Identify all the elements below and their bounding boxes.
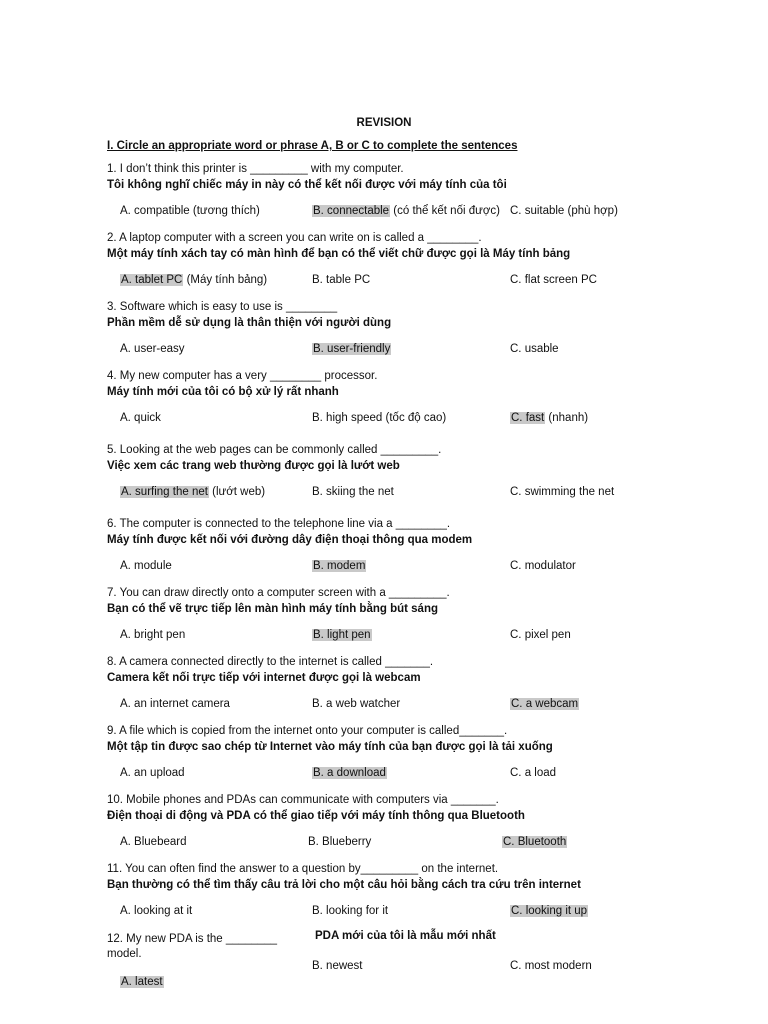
question-11-option-b: [312, 904, 388, 919]
question-8-option-b: [312, 697, 400, 712]
question-9: [107, 724, 687, 755]
option-text: (lướt web): [208, 486, 266, 498]
question-translation: Một máy tính xách tay có màn hình để bạn có thể viết chữ được gọi là Máy tính bảng: [107, 248, 571, 260]
question-translation: Camera kết nối trực tiếp với internet được gọi là webcam: [107, 672, 421, 684]
question-12-option-b: B. newest: [312, 960, 363, 972]
question-3-option-b: [312, 342, 391, 357]
question-translation: Máy tính được kết nối với đường dây điện thoại thông qua modem: [107, 534, 473, 546]
question-6-option-a: [120, 559, 172, 574]
question-3-option-c: [510, 342, 559, 357]
question-7: [107, 586, 687, 617]
question-translation: Máy tính mới của tôi có bộ xử lý rất nhanh: [107, 386, 339, 398]
answer-highlight: B. connectable: [313, 205, 390, 217]
option-text: C. pixel pen: [510, 629, 571, 641]
question-text: 2. A laptop computer with a screen you can write on is called a ________.: [107, 232, 482, 244]
question-11-option-c: [510, 904, 588, 919]
option-text: B. high speed (tốc độ cao): [312, 412, 447, 424]
question-10-option-b: [308, 835, 371, 850]
option-text: C. a load: [510, 767, 557, 779]
answer-highlight: B. user-friendly: [313, 343, 391, 355]
option-text: A. looking at it: [120, 905, 193, 917]
question-text: 6. The computer is connected to the telephone line via a ________.: [107, 518, 451, 530]
question-11: [107, 862, 687, 893]
question-9-option-b: [312, 766, 387, 781]
answer-highlight: C. looking it up: [511, 905, 588, 917]
question-12-line1: 12. My new PDA is the ________: [107, 933, 278, 945]
question-5: [107, 443, 687, 474]
option-text: A. compatible (tương thích): [120, 205, 260, 217]
option-text: A. an internet camera: [120, 698, 230, 710]
question-9-option-c: [510, 766, 556, 781]
option-text: B. Blueberry: [308, 836, 372, 848]
question-8-option-a: [120, 697, 230, 712]
question-translation: Một tập tin được sao chép từ Internet vào máy tính của bạn được gọi là tải xuống: [107, 741, 553, 753]
question-1-option-b: [312, 204, 500, 219]
option-text: C. modulator: [510, 560, 576, 572]
question-7-option-a: [120, 628, 185, 643]
question-translation: Tôi không nghĩ chiếc máy in này có thể kết nối được với máy tính của tôi: [107, 179, 507, 191]
option-text: (có thể kết nối được): [390, 205, 500, 217]
question-2: [107, 231, 687, 262]
question-12-translation: PDA mới của tôi là mẫu mới nhất: [315, 930, 496, 942]
section-instruction: I. Circle an appropriate word or phrase A, B or C to complete the sentences: [107, 140, 518, 152]
answer-highlight: C. Bluetooth: [503, 836, 567, 848]
question-3-option-a: [120, 342, 185, 357]
question-text: 8. A camera connected directly to the internet is called _______.: [107, 656, 434, 668]
option-text: A. an upload: [120, 767, 185, 779]
question-1: [107, 162, 687, 193]
answer-highlight: B. modem: [313, 560, 366, 572]
question-4: [107, 369, 687, 400]
question-7-option-b: [312, 628, 372, 643]
option-text: A. bright pen: [120, 629, 186, 641]
question-translation: Bạn có thể vẽ trực tiếp lên màn hình máy tính bằng bút sáng: [107, 603, 439, 615]
question-12-option-a: [120, 975, 164, 990]
question-text: 7. You can draw directly onto a computer screen with a _________.: [107, 587, 450, 599]
answer-highlight: C. fast: [511, 412, 545, 424]
question-text: 3. Software which is easy to use is ________: [107, 301, 338, 313]
option-text: (Máy tính bảng): [183, 274, 268, 286]
question-4-option-c: [510, 411, 588, 426]
question-9-option-a: [120, 766, 185, 781]
option-text: A. module: [120, 560, 172, 572]
page-title: REVISION: [356, 117, 412, 129]
question-text: 9. A file which is copied from the internet onto your computer is called_______.: [107, 725, 508, 737]
question-text: 4. My new computer has a very ________ processor.: [107, 370, 378, 382]
answer-highlight: B. a download: [313, 767, 386, 779]
question-5-option-b: [312, 485, 394, 500]
option-text: B. looking for it: [312, 905, 389, 917]
question-5-option-a: [120, 485, 265, 500]
question-10-option-a: [120, 835, 187, 850]
option-text: C. usable: [510, 343, 559, 355]
question-translation: Việc xem các trang web thường được gọi là lướt web: [107, 460, 400, 472]
question-translation: Bạn thường có thể tìm thấy câu trả lời cho một câu hỏi bằng cách tra cứu trên internet: [107, 879, 581, 891]
question-translation: Phần mềm dễ sử dụng là thân thiện với người dùng: [107, 317, 392, 329]
question-6: [107, 517, 687, 548]
question-7-option-c: [510, 628, 571, 643]
option-text: C. flat screen PC: [510, 274, 597, 286]
option-text: A. Bluebeard: [120, 836, 187, 848]
answer-highlight: A. latest: [121, 976, 163, 988]
option-text: A. user-easy: [120, 343, 185, 355]
question-2-option-b: [312, 273, 370, 288]
question-8: [107, 655, 687, 686]
answer-highlight: B. light pen: [313, 629, 371, 641]
option-text: B. a web watcher: [312, 698, 401, 710]
answer-highlight: A. surfing the net: [121, 486, 208, 498]
question-2-option-a: [120, 273, 267, 288]
question-8-option-c: [510, 697, 579, 712]
question-3: [107, 300, 687, 331]
question-text: 10. Mobile phones and PDAs can communicate with computers via _______.: [107, 794, 499, 806]
question-text: 5. Looking at the web pages can be commonly called _________.: [107, 444, 442, 456]
question-translation: Điện thoại di động và PDA có thể giao tiếp với máy tính thông qua Bluetooth: [107, 810, 525, 822]
question-1-option-a: [120, 204, 260, 219]
option-text: A. quick: [120, 412, 161, 424]
question-1-option-c: [510, 204, 618, 219]
option-text: C. suitable (phù hợp): [510, 205, 618, 217]
question-11-option-a: [120, 904, 192, 919]
question-10: [107, 793, 687, 824]
option-text: (nhanh): [545, 412, 589, 424]
question-2-option-c: [510, 273, 597, 288]
question-text: 1. I don’t think this printer is _________ with my computer.: [107, 163, 404, 175]
question-text: 11. You can often find the answer to a question by_________ on the internet.: [107, 863, 499, 875]
question-4-option-b: [312, 411, 446, 426]
answer-highlight: C. a webcam: [511, 698, 579, 710]
question-12-option-c: C. most modern: [510, 960, 592, 972]
question-10-option-c: [502, 835, 567, 850]
answer-highlight: A. tablet PC: [121, 274, 183, 286]
question-6-option-b: [312, 559, 366, 574]
option-text: C. swimming the net: [510, 486, 615, 498]
question-5-option-c: [510, 485, 614, 500]
option-text: B. table PC: [312, 274, 371, 286]
question-6-option-c: [510, 559, 576, 574]
question-4-option-a: [120, 411, 161, 426]
question-12-text: [107, 932, 277, 962]
question-12-line2: model.: [107, 948, 142, 960]
option-text: B. skiing the net: [312, 486, 394, 498]
